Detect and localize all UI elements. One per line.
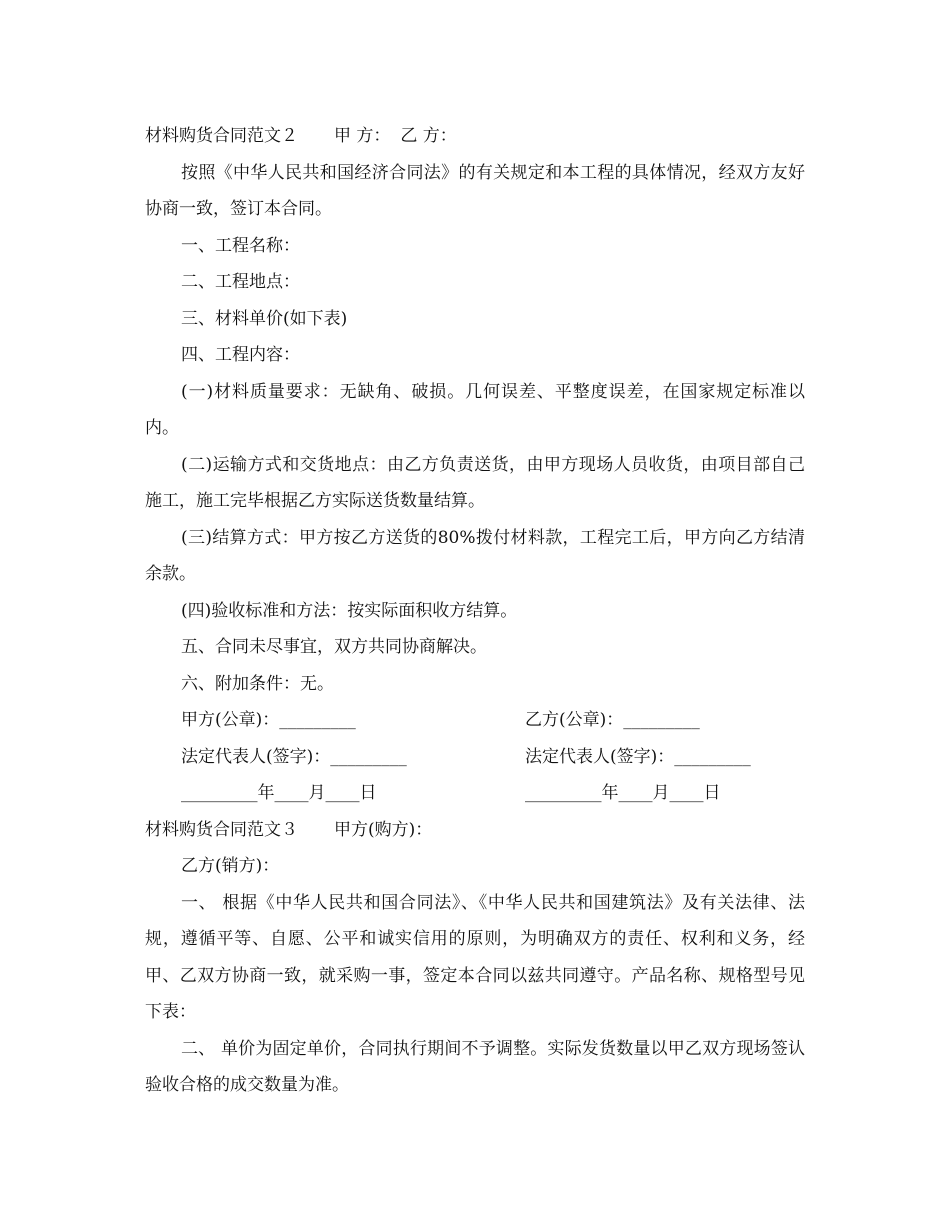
party-a-representative-field: 法定代表人(签字)：_________ <box>181 746 407 767</box>
contract2-item-additional: 六、附加条件：无。 <box>181 673 334 694</box>
party-b-representative-field: 法定代表人(签字)：_________ <box>525 746 751 767</box>
contract3-buyer-label: 甲方(购方)： <box>334 819 433 840</box>
contract2-sub-acceptance: (四)验收标准和方法：按实际面积收方结算。 <box>181 600 518 621</box>
contract2-sub-quality: (一)材料质量要求：无缺角、破损。几何误差、平整度误差，在国家规定标准以内。 <box>145 381 805 438</box>
contract2-title: 材料购货合同范文２ <box>145 126 298 146</box>
contract3-clause-1: 一、 根据《中华人民共和国合同法》、《中华人民共和国建筑法》及有关法律、法规，遵循平等、自愿、公平和诚实信用的原则，为明确双方的责任、权利和义务，经甲、乙双方协商一致，就采购一事，签定本合同以兹共同遵守。产品名称、规格型号见下表： <box>145 892 805 1022</box>
contract3-title: 材料购货合同范文３ <box>145 819 298 840</box>
contract2-party-a-label: 甲 方： <box>334 126 391 146</box>
signature-row-seal <box>145 702 805 739</box>
contract2-sub-transport: (二)运输方式和交货地点：由乙方负责送货，由甲方现场人员收货，由项目部自己施工，施工完毕根据乙方实际送货数量结算。 <box>145 454 805 511</box>
party-a-seal-field: 甲方(公章)：_________ <box>181 710 356 730</box>
contract2-item-project-location: 二、工程地点： <box>181 272 300 292</box>
contract2-item-project-content: 四、工程内容： <box>181 345 300 365</box>
contract3-seller-label: 乙方(销方)： <box>181 856 280 876</box>
contract2-party-b-label: 乙 方： <box>400 126 457 146</box>
party-a-date-field: _________年____月____日 <box>181 783 377 803</box>
signature-row-date <box>145 775 805 812</box>
contract2-item-unresolved: 五、合同未尽事宜，双方共同协商解决。 <box>181 637 487 657</box>
contract2-intro: 按照《中华人民共和国经济合同法》的有关规定和本工程的具体情况，经双方友好协商一致，签订本合同。 <box>145 162 805 219</box>
contract3-clause-2: 二、 单价为固定单价，合同执行期间不予调整。实际发货数量以甲乙双方现场签认验收合格的成交数量为准。 <box>145 1038 805 1095</box>
document-page <box>145 118 805 1104</box>
contract2-sub-settlement: (三)结算方式：甲方按乙方送货的80%拨付材料款，工程完工后，甲方向乙方结清余款。 <box>145 527 805 584</box>
party-b-seal-field: 乙方(公章)：_________ <box>525 710 700 730</box>
signature-row-representative <box>145 739 805 776</box>
contract2-item-unit-price: 三、材料单价(如下表) <box>181 308 348 329</box>
contract2-heading <box>145 118 805 155</box>
contract3-heading <box>145 812 805 849</box>
party-b-date-field: _________年____月____日 <box>525 783 721 803</box>
contract2-item-project-name: 一、工程名称： <box>181 235 300 256</box>
